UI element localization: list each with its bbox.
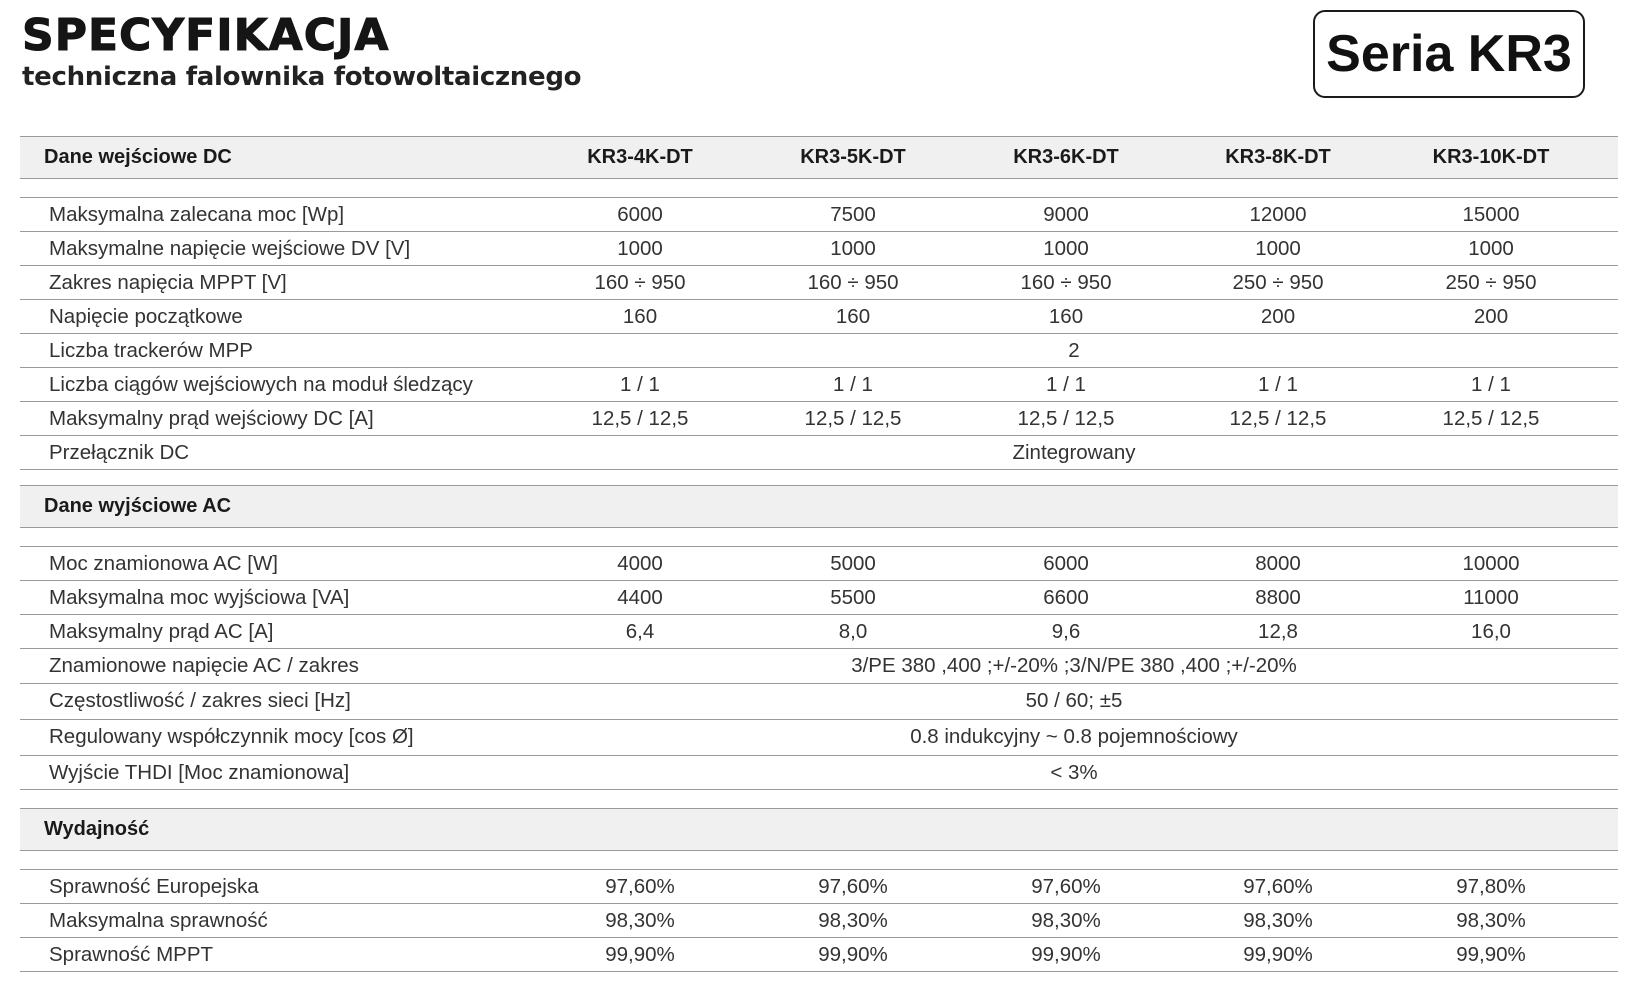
table-cell: 98,30% [1243,909,1313,932]
row-label: Sprawność Europejska [49,875,259,898]
table-cell: 200 [1473,305,1509,328]
table-cell: 160 ÷ 950 [807,271,899,294]
row-rule [20,299,1618,300]
table-cell: 6000 [617,203,663,226]
section-label: Dane wejściowe DC [44,146,232,168]
row-rule [20,435,1618,436]
section-bottom-rule [20,789,1618,790]
table-cell: 97,80% [1456,875,1526,898]
section-header [20,486,1618,527]
section-header-rule [20,178,1618,179]
table-cell: 98,30% [1031,909,1101,932]
spanned-value: 3/PE 380 ,400 ;+/-20% ;3/N/PE 380 ,400 ;+/-20% [851,654,1297,677]
table-cell: 99,90% [605,943,675,966]
spanned-value: 2 [1068,339,1080,362]
table-cell: 250 ÷ 950 [1445,271,1537,294]
table-cell: 97,60% [605,875,675,898]
table-cell: 160 ÷ 950 [594,271,686,294]
row-rule [20,580,1618,581]
row-rule [20,648,1618,649]
section-bottom-rule [20,469,1618,470]
table-cell: 1 / 1 [1471,373,1511,396]
row-rule [20,755,1618,756]
table-cell: 1000 [830,237,876,260]
row-label: Regulowany współczynnik mocy [cos Ø] [49,725,414,748]
table-cell: 1 / 1 [833,373,873,396]
spanned-value: Zintegrowany [1012,441,1136,464]
section-bottom-rule [20,971,1618,972]
page-title: SPECYFIKACJA [22,10,390,61]
row-label: Przełącznik DC [49,441,190,464]
table-cell: 12,5 / 12,5 [1442,407,1540,430]
row-label: Maksymalny prąd wejściowy DC [A] [49,407,374,430]
series-badge [1313,10,1585,98]
table-cell: 9000 [1043,203,1089,226]
table-cell: 1 / 1 [1258,373,1298,396]
column-header: KR3-6K-DT [1013,146,1119,168]
row-rule [20,937,1618,938]
section-label: Wydajność [44,818,150,840]
table-cell: 160 ÷ 950 [1020,271,1112,294]
table-cell: 1000 [1043,237,1089,260]
page-subtitle: techniczna falownika fotowoltaicznego [22,62,582,92]
table-cell: 160 [622,305,658,328]
table-cell: 11000 [1463,586,1519,609]
table-cell: 4400 [617,586,663,609]
column-header: KR3-4K-DT [587,146,693,168]
table-cell: 8000 [1255,552,1301,575]
table-cell: 15000 [1462,203,1520,226]
row-rule [20,197,1618,198]
table-cell: 97,60% [818,875,888,898]
column-header: KR3-5K-DT [800,146,906,168]
row-rule [20,367,1618,368]
row-label: Znamionowe napięcie AC / zakres [49,654,359,677]
table-cell: 12,8 [1258,620,1298,643]
column-header: KR3-8K-DT [1225,146,1331,168]
table-cell: 99,90% [1456,943,1526,966]
table-cell: 12000 [1249,203,1307,226]
row-rule [20,903,1618,904]
row-label: Częstostliwość / zakres sieci [Hz] [49,689,351,712]
table-cell: 99,90% [1243,943,1313,966]
row-rule [20,333,1618,334]
table-cell: 8,0 [838,620,868,643]
row-label: Moc znamionowa AC [W] [49,552,278,575]
row-rule [20,614,1618,615]
row-rule [20,546,1618,547]
section-header-rule [20,850,1618,851]
table-cell: 6,4 [625,620,655,643]
section-header [20,809,1618,850]
table-cell: 98,30% [1456,909,1526,932]
row-label: Maksymalne napięcie wejściowe DV [V] [49,237,411,260]
table-cell: 99,90% [1031,943,1101,966]
series-label: Seria KR3 [1326,25,1572,83]
table-cell: 9,6 [1051,620,1081,643]
table-cell: 200 [1260,305,1296,328]
table-cell: 1 / 1 [620,373,660,396]
table-cell: 16,0 [1471,620,1511,643]
spanned-value: < 3% [1050,761,1098,784]
table-cell: 1000 [1468,237,1514,260]
table-cell: 10000 [1462,552,1520,575]
table-cell: 97,60% [1243,875,1313,898]
row-label: Napięcie początkowe [49,305,243,328]
row-rule [20,231,1618,232]
table-cell: 98,30% [605,909,675,932]
row-label: Liczba ciągów wejściowych na moduł śledzący [49,373,473,396]
column-header: KR3-10K-DT [1432,146,1550,168]
table-cell: 160 [835,305,871,328]
table-cell: 98,30% [818,909,888,932]
table-cell: 12,5 / 12,5 [1229,407,1327,430]
row-rule [20,719,1618,720]
table-cell: 5000 [830,552,876,575]
row-label: Wyjście THDI [Moc znamionowa] [49,761,350,784]
table-cell: 12,5 / 12,5 [591,407,689,430]
table-cell: 1000 [1255,237,1301,260]
table-cell: 1000 [617,237,663,260]
row-label: Sprawność MPPT [49,943,214,966]
section-header-rule [20,527,1618,528]
table-cell: 160 [1048,305,1084,328]
table-cell: 4000 [617,552,663,575]
table-cell: 8800 [1255,586,1301,609]
row-label: Liczba trackerów MPP [49,339,253,362]
row-rule [20,265,1618,266]
table-cell: 99,90% [818,943,888,966]
row-label: Zakres napięcia MPPT [V] [49,271,287,294]
table-cell: 12,5 / 12,5 [1017,407,1115,430]
table-cell: 5500 [830,586,876,609]
row-rule [20,869,1618,870]
row-label: Maksymalna sprawność [49,909,268,932]
section-label: Dane wyjściowe AC [44,495,232,517]
table-cell: 1 / 1 [1046,373,1086,396]
table-cell: 7500 [830,203,876,226]
row-rule [20,683,1618,684]
row-label: Maksymalna zalecana moc [Wp] [49,203,345,226]
table-cell: 6000 [1043,552,1089,575]
row-rule [20,401,1618,402]
row-label: Maksymalna moc wyjściowa [VA] [49,586,350,609]
spanned-value: 50 / 60; ±5 [1025,689,1123,712]
row-label: Maksymalny prąd AC [A] [49,620,274,643]
table-cell: 97,60% [1031,875,1101,898]
spanned-value: 0.8 indukcyjny ~ 0.8 pojemnościowy [910,725,1238,748]
table-cell: 12,5 / 12,5 [804,407,902,430]
table-cell: 250 ÷ 950 [1232,271,1324,294]
table-cell: 6600 [1043,586,1089,609]
